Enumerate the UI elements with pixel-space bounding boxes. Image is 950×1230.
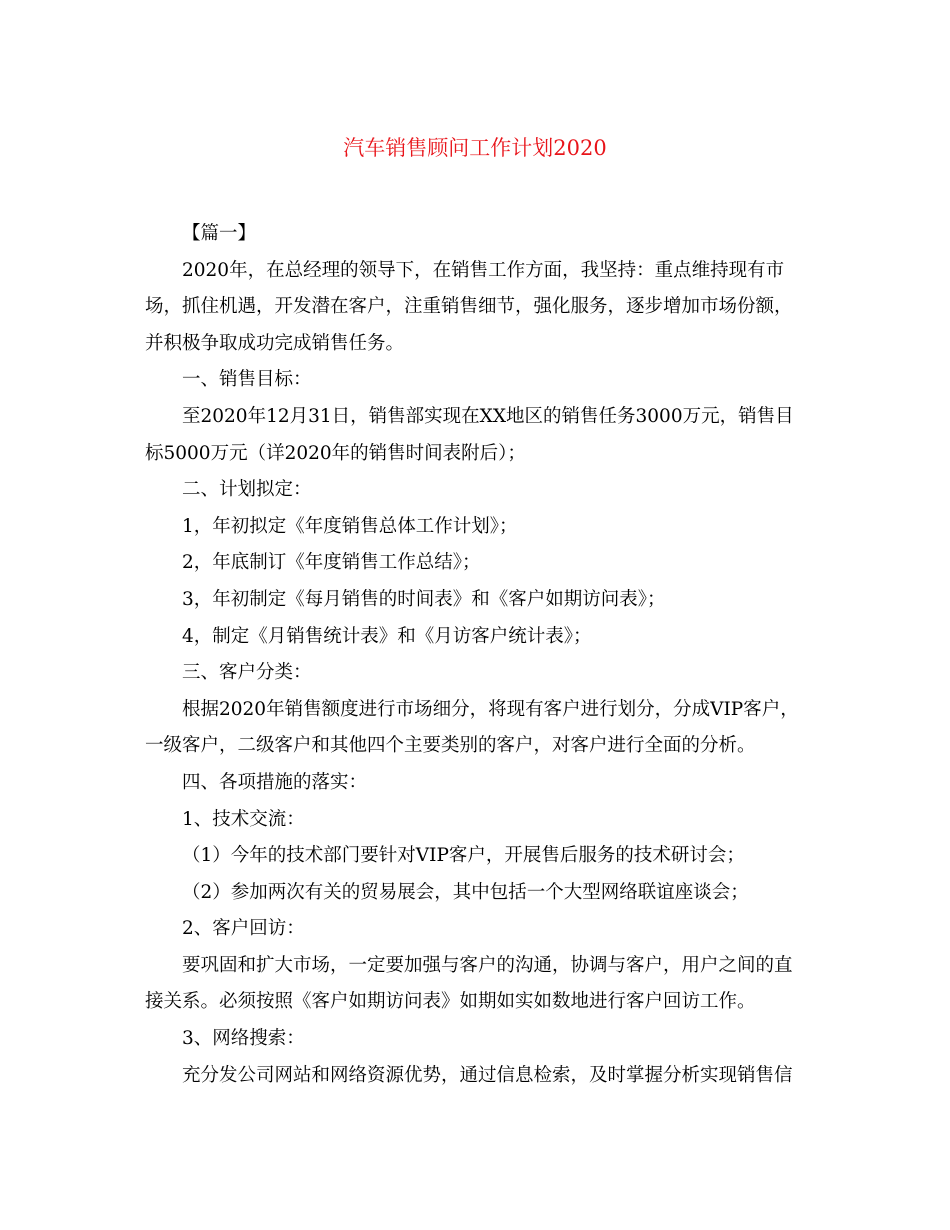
document-body bbox=[145, 216, 805, 1094]
document-title: 汽车销售顾问工作计划2020 bbox=[343, 136, 607, 160]
text-line: 标5000万元（详2020年的销售时间表附后）； bbox=[145, 442, 526, 464]
text-line: 1，年初拟定《年度销售总体工作计划》； bbox=[182, 515, 518, 537]
text-line: 至2020年12月31日，销售部实现在XX地区的销售任务3000万元，销售目 bbox=[182, 405, 794, 427]
text-line: 3，年初制定《每月销售的时间表》和《客户如期访问表》； bbox=[182, 588, 666, 610]
text-line: 一级客户，二级客户和其他四个主要类别的客户，对客户进行全面的分析。 bbox=[145, 735, 756, 757]
text-line: 2，年底制订《年度销售工作总结》； bbox=[182, 552, 481, 574]
text-line: 二、计划拟定： bbox=[182, 479, 312, 501]
text-line: 4，制定《月销售统计表》和《月访客户统计表》； bbox=[182, 625, 592, 647]
text-line: 并积极争取成功完成销售任务。 bbox=[145, 332, 405, 354]
text-line: 充分发公司网站和网络资源优势，通过信息检索，及时掌握分析实现销售信 bbox=[182, 1064, 793, 1086]
text-line: 一、销售目标： bbox=[182, 369, 312, 391]
text-line: 场，抓住机遇，开发潜在客户，注重销售细节，强化服务，逐步增加市场份额， bbox=[145, 296, 793, 318]
text-line: 接关系。必须按照《客户如期访问表》如期如实如数地进行客户回访工作。 bbox=[145, 991, 756, 1013]
text-line: 三、客户分类： bbox=[182, 662, 312, 684]
text-line: 3、网络搜索： bbox=[182, 1028, 305, 1050]
text-line: 【篇一】 bbox=[182, 223, 257, 244]
text-line: 2、客户回访： bbox=[182, 918, 305, 940]
text-line: 1、技术交流： bbox=[182, 808, 305, 830]
text-line: 四、各项措施的落实： bbox=[182, 771, 368, 793]
text-line: 2020年，在总经理的领导下，在销售工作方面，我坚持：重点维持现有市 bbox=[182, 259, 785, 281]
text-line: 根据2020年销售额度进行市场细分，将现有客户进行划分，分成VIP客户， bbox=[182, 698, 799, 720]
text-line: （1）今年的技术部门要针对VIP客户，开展售后服务的技术研讨会； bbox=[182, 845, 745, 867]
text-line: （2）参加两次有关的贸易展会，其中包括一个大型网络联谊座谈会； bbox=[182, 881, 749, 903]
text-line: 要巩固和扩大市场，一定要加强与客户的沟通，协调与客户，用户之间的直 bbox=[182, 954, 793, 976]
